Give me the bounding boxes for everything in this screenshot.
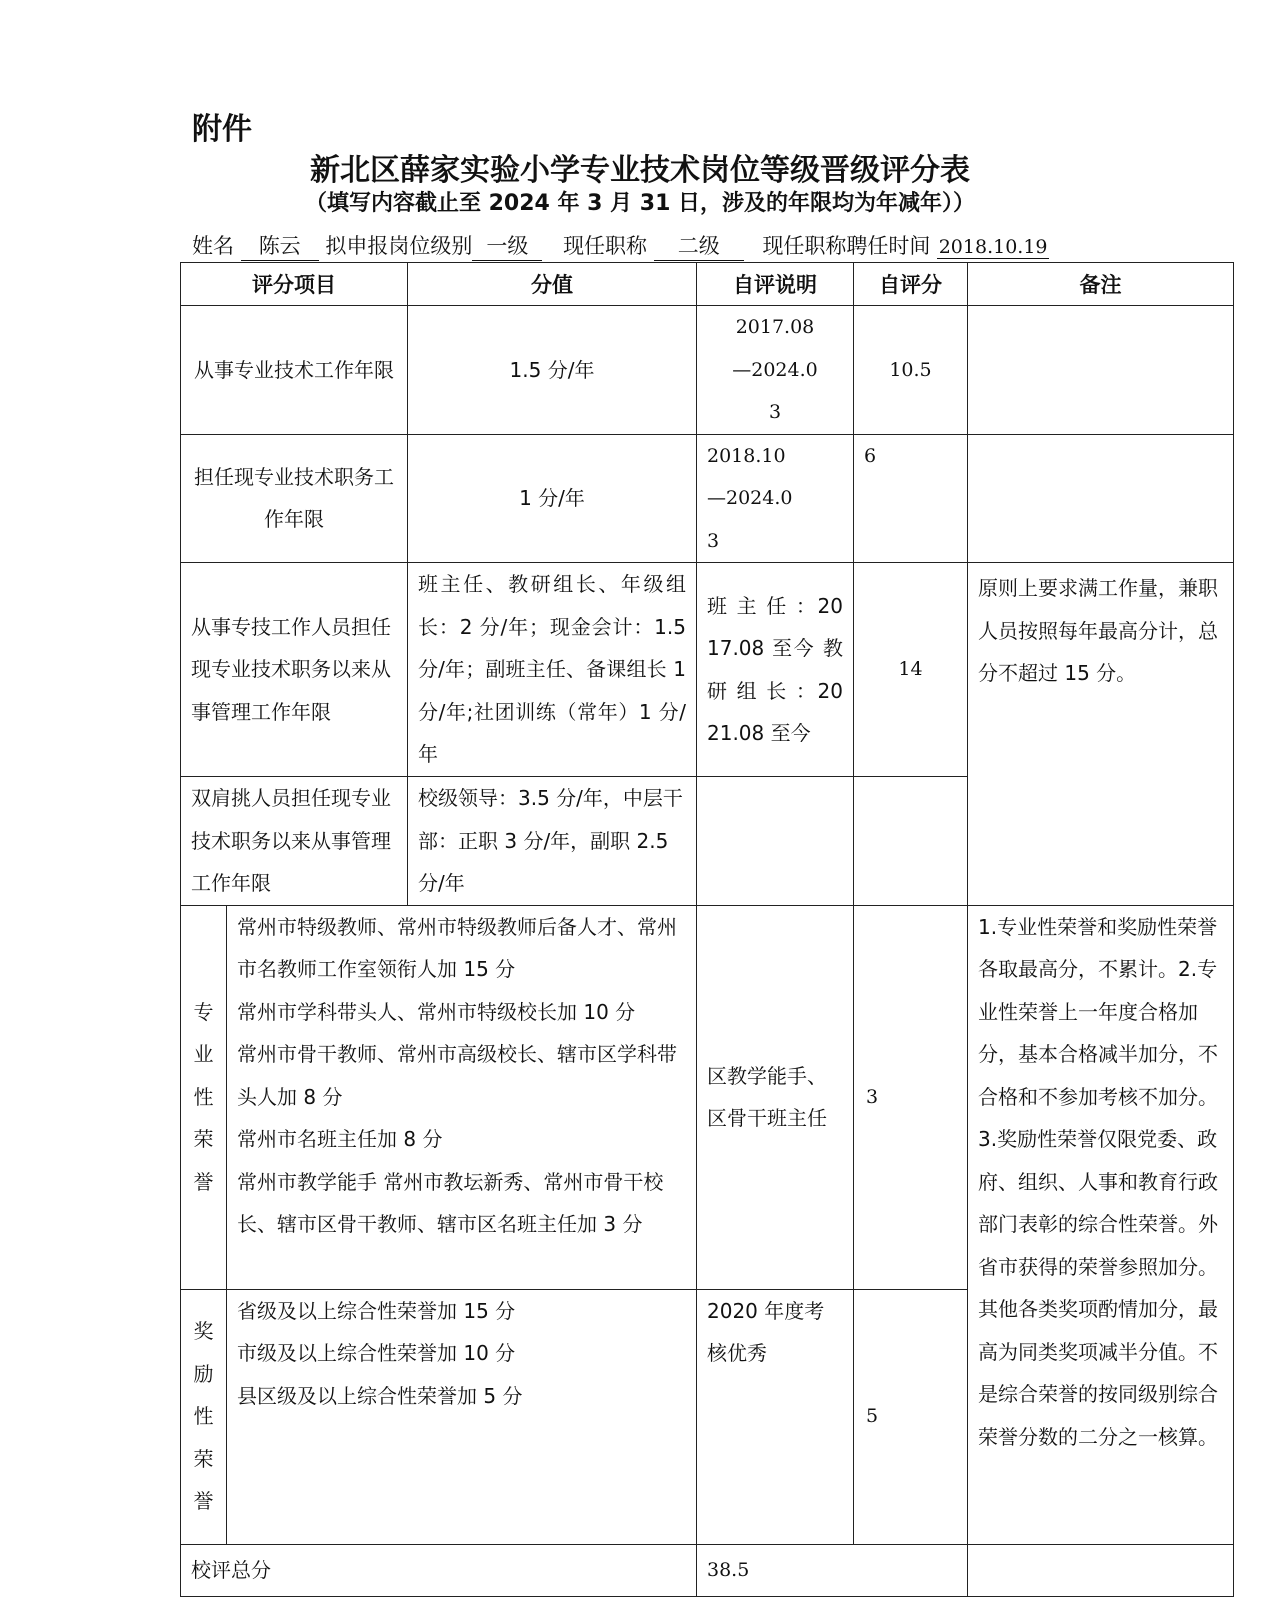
honor-line: 县区级及以上综合性荣誉加 5 分 <box>237 1383 523 1408</box>
honor-lines-reward <box>227 1289 697 1544</box>
honor-line: 市级及以上综合性荣誉加 10 分 <box>237 1341 516 1365</box>
honor-line: 常州市教学能手 常州市教坛新秀、常州市骨干校长、辖市区骨干教师、辖市区名班主任加 3 分 <box>237 1169 664 1236</box>
value-cell: 校级领导：3.5 分/年，中层干部：正职 3 分/年，副职 2.5 分/年 <box>408 777 697 906</box>
header-explain: 自评说明 <box>697 263 854 306</box>
score-cell: 10.5 <box>854 306 968 435</box>
item-cell: 双肩挑人员担任现专业技术职务以来从事管理工作年限 <box>181 777 408 906</box>
header-note: 备注 <box>968 263 1234 306</box>
header-value: 分值 <box>408 263 697 306</box>
honor-line: 常州市名班主任加 8 分 <box>237 1127 443 1151</box>
score-cell: 3 <box>854 905 968 1289</box>
honor-lines-professional <box>227 905 697 1289</box>
note-cell: 原则上要求满工作量，兼职人员按照每年最高分计，总分不超过 15 分。 <box>968 563 1234 906</box>
total-row <box>181 1544 1234 1596</box>
honor-line: 常州市骨干教师、常州市高级校长、辖市区学科带头人加 8 分 <box>237 1042 677 1109</box>
explain-cell: 2018.10—2024.03 <box>697 434 854 563</box>
note-cell <box>968 434 1234 563</box>
total-note-cell <box>968 1544 1234 1596</box>
hire-date-label: 现任职称聘任时间 <box>762 234 931 258</box>
honor-line: 常州市学科带头人、常州市特级校长加 10 分 <box>237 999 636 1024</box>
honor-line: 省级及以上综合性荣誉加 15 分 <box>237 1298 516 1323</box>
value-cell: 班主任、教研组长、年级组长：2 分/年；现金会计：1.5 分/年；副班主任、备课组长 1 分/年;社团训练（常年）1 分/年 <box>408 563 697 777</box>
grade-label: 拟申报岗位级别 <box>325 234 473 258</box>
explain-cell: 班 主 任 ：2017.08 至今 教 研 组 长 ：2021.08 至今 <box>697 563 854 777</box>
current-title-label: 现任职称 <box>563 234 648 258</box>
explain-cell: 区教学能手、区骨干班主任 <box>697 905 854 1289</box>
note-cell <box>968 306 1234 435</box>
table-row <box>181 434 1234 563</box>
item-cell: 担任现专业技术职务工作年限 <box>181 434 408 563</box>
group-label-reward: 奖 励 性 荣 誉 <box>181 1289 227 1544</box>
honor-line: 常州市特级教师、常州市特级教师后备人才、常州市名教师工作室领衔人加 15 分 <box>237 914 677 981</box>
item-cell: 从事专技工作人员担任现专业技术职务以来从事管理工作年限 <box>181 563 408 777</box>
header-item: 评分项目 <box>181 263 408 306</box>
explain-cell: 2020 年度考核优秀 <box>697 1289 854 1544</box>
table-row <box>181 563 1234 777</box>
score-cell: 6 <box>854 434 968 563</box>
hire-date-value: 2018.10.19 <box>938 236 1048 258</box>
table-header-row <box>181 263 1234 306</box>
attachment-label: 附件 <box>192 112 252 147</box>
group-label-professional: 专 业 性 荣 誉 <box>181 905 227 1289</box>
scoring-table <box>180 262 1234 1597</box>
document-title: 新北区薛家实验小学专业技术岗位等级晋级评分表 <box>310 153 970 188</box>
grade-value: 一级 <box>472 230 542 261</box>
current-title-value: 二级 <box>654 230 744 261</box>
table-row <box>181 905 1234 1289</box>
table-row <box>181 306 1234 435</box>
explain-cell: 2017.08—2024.03 <box>697 306 854 435</box>
note-cell: 1.专业性荣誉和奖励性荣誉各取最高分，不累计。2.专业性荣誉上一年度合格加分，基本合格减半加分，不合格和不参加考核不加分。3.奖励性荣誉仅限党委、政府、组织、人事和教育行政部门表彰的综合性荣誉。外省市获得的荣誉参照加分。其他各类奖项酌情加分，最高为同类奖项减半分值。不是综合荣誉的按同级别综合荣誉分数的二分之一核算。 <box>968 905 1234 1544</box>
value-cell: 1.5 分/年 <box>408 306 697 435</box>
name-label: 姓名 <box>192 234 234 258</box>
applicant-info-line <box>192 230 1049 261</box>
value-cell: 1 分/年 <box>408 434 697 563</box>
header-score: 自评分 <box>854 263 968 306</box>
score-cell: 5 <box>854 1289 968 1544</box>
name-value: 陈云 <box>241 230 319 261</box>
explain-cell <box>697 777 854 906</box>
item-cell: 从事专业技术工作年限 <box>181 306 408 435</box>
document-subtitle: （填写内容截止至 2024 年 3 月 31 日，涉及的年限均为年减年）） <box>304 191 976 216</box>
total-value: 38.5 <box>697 1544 968 1596</box>
score-cell <box>854 777 968 906</box>
total-label: 校评总分 <box>181 1544 697 1596</box>
score-cell: 14 <box>854 563 968 777</box>
